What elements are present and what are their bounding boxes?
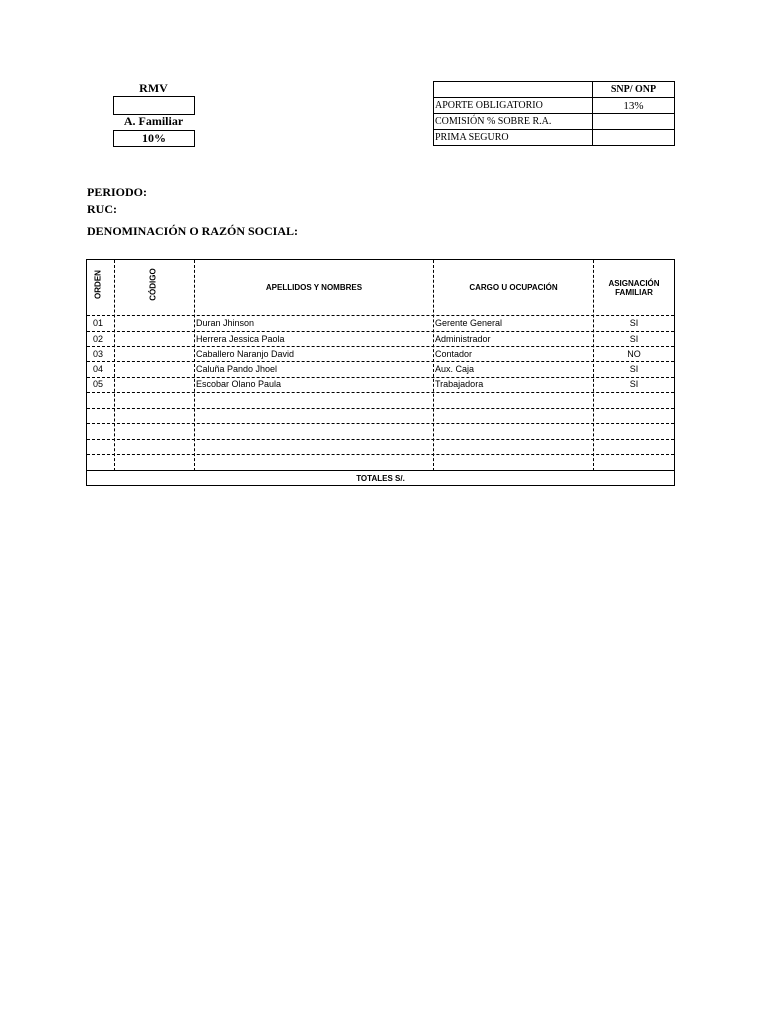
header-codigo: CÓDIGO — [148, 268, 158, 301]
snp-row — [434, 130, 675, 146]
row-divider — [87, 454, 674, 455]
row-divider — [87, 315, 674, 316]
header-cargo: CARGO U OCUPACIÓN — [469, 283, 558, 292]
ruc-label: RUC: — [87, 202, 117, 216]
header-orden: ORDEN — [93, 270, 103, 299]
cell-cargo: Aux. Caja — [435, 364, 475, 374]
cell-asignacion: SI — [629, 318, 639, 328]
snp-header-row — [434, 82, 675, 98]
cell-asignacion: SI — [629, 379, 639, 389]
employee-table — [86, 259, 675, 486]
familiar-label: A. Familiar — [123, 114, 184, 128]
rmv-value-field[interactable] — [113, 96, 195, 115]
cell-nombre: Escobar Olano Paula — [196, 379, 282, 389]
cell-orden: 04 — [93, 364, 104, 374]
cell-cargo: Contador — [435, 349, 473, 359]
row-divider — [87, 408, 674, 409]
snp-onp-table — [433, 81, 675, 146]
cell-cargo: Trabajadora — [435, 379, 484, 389]
periodo-label: PERIODO: — [87, 185, 147, 199]
cell-asignacion: SI — [629, 334, 639, 344]
snp-row — [434, 114, 675, 130]
row-divider — [87, 392, 674, 393]
snp-row-value[interactable] — [593, 114, 675, 130]
snp-header-blank — [434, 82, 593, 98]
row-divider — [87, 346, 674, 347]
snp-row-label: APORTE OBLIGATORIO — [434, 98, 593, 114]
cell-cargo: Gerente General — [435, 318, 503, 328]
cell-nombre: Caballero Naranjo David — [196, 349, 295, 359]
cell-nombre: Caluña Pando Jhoel — [196, 364, 278, 374]
header-asignacion: ASIGNACIÓN FAMILIAR — [608, 278, 660, 297]
razon-social-label: DENOMINACIÓN O RAZÓN SOCIAL: — [87, 224, 299, 238]
row-divider — [87, 377, 674, 378]
cell-nombre: Herrera Jessica Paola — [196, 334, 285, 344]
cell-orden: 03 — [93, 349, 104, 359]
snp-row-value[interactable]: 13% — [593, 98, 675, 114]
snp-row-label: COMISIÓN % SOBRE R.A. — [434, 114, 593, 130]
snp-row — [434, 98, 675, 114]
header-nombres: APELLIDOS Y NOMBRES — [265, 283, 363, 292]
row-divider — [87, 423, 674, 424]
cell-orden: 02 — [93, 334, 104, 344]
cell-orden: 05 — [93, 379, 104, 389]
cell-asignacion: SI — [629, 364, 639, 374]
rmv-label: RMV — [139, 81, 168, 95]
row-divider — [87, 361, 674, 362]
row-divider — [87, 439, 674, 440]
cell-cargo: Administrador — [435, 334, 491, 344]
cell-asignacion: NO — [627, 349, 641, 359]
cell-orden: 01 — [93, 318, 104, 328]
familiar-value-field[interactable]: 10% — [113, 130, 195, 147]
cell-nombre: Duran Jhinson — [196, 318, 255, 328]
snp-header-label: SNP/ ONP — [593, 82, 675, 98]
totales-label: TOTALES S/. — [356, 474, 405, 483]
row-divider — [87, 331, 674, 332]
snp-row-label: PRIMA SEGURO — [434, 130, 593, 146]
snp-row-value[interactable] — [593, 130, 675, 146]
